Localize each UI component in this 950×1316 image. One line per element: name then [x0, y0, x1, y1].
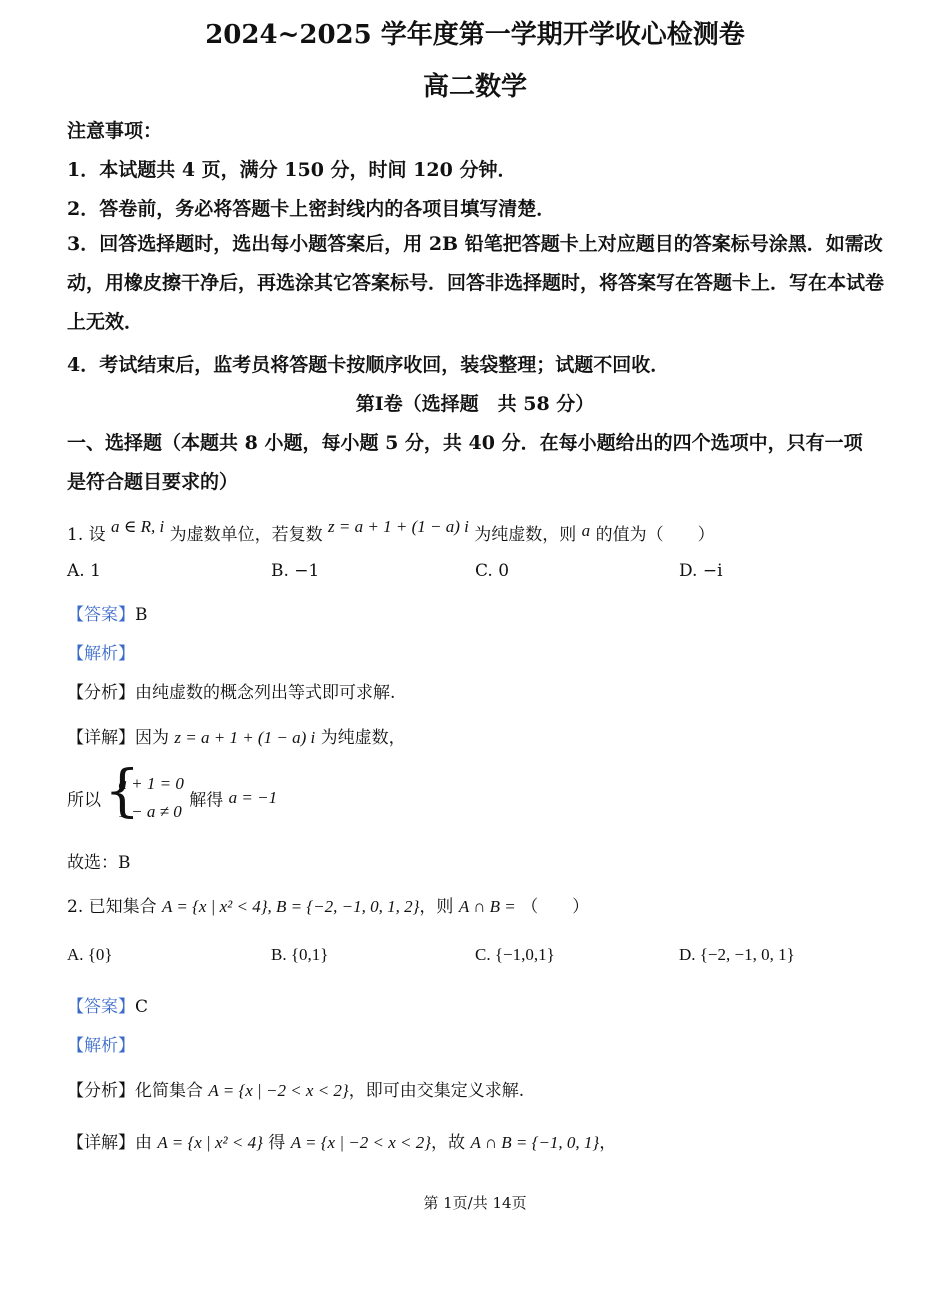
q1-system-eq2: 1 − a ≠ 0: [118, 802, 182, 821]
q1-stem: [67, 517, 715, 545]
q2-detail-text-e: ，故: [431, 1133, 466, 1153]
q2-detail-text-a: 由: [135, 1133, 152, 1153]
q2-fenxi-text-a: 化简集合: [135, 1081, 203, 1101]
q1-stem-text-a: 1. 设: [67, 525, 106, 545]
q1-answer-label: 【答案】: [67, 605, 135, 625]
q1-suoyi: 所以: [67, 790, 101, 811]
q2-stem-text-c: ，则: [419, 897, 454, 917]
exam-subtitle: 高二数学: [422, 72, 527, 102]
q1-fenxi-label: 【分析】: [67, 683, 135, 703]
page-footer: 第 1页/共 14页: [423, 1194, 527, 1212]
q1-system-eq1: { a + 1 = 0: [118, 774, 184, 793]
q2-detail-math-f: A ∩ B = {−1, 0, 1}: [470, 1133, 600, 1152]
q1-option-c: C. 0: [475, 561, 510, 581]
q1-detail: [67, 723, 406, 748]
q2-detail-math-b: A = {x | x² < 4}: [157, 1133, 263, 1152]
q1-fenxi-text: 由纯虚数的概念列出等式即可求解.: [135, 683, 396, 703]
q2-option-b: B. {0,1}: [271, 945, 329, 964]
q1-stem-math-f: a: [581, 521, 591, 540]
q2-detail-math-d: A = {x | −2 < x < 2}: [290, 1133, 432, 1152]
q1-equation-system: [106, 770, 183, 826]
q2-option-a: A. {0}: [67, 945, 113, 964]
q1-detail-math: z = a + 1 + (1 − a) i: [174, 728, 316, 747]
q2-stem: [67, 892, 589, 917]
q2-fenxi-text-c: ，即可由交集定义求解.: [348, 1081, 525, 1101]
notice-item-4: 4．考试结束后，监考员将答题卡按顺序收回，装袋整理；试题不回收．: [67, 354, 670, 376]
q2-analysis-label: 【解析】: [67, 1036, 135, 1056]
q1-stem-text-g: 的值为（ ）: [595, 525, 715, 545]
q2-answer-label: 【答案】: [67, 997, 135, 1017]
q1-stem-text-c: 为虚数单位，若复数: [169, 525, 323, 545]
q1-answer-value: B: [135, 605, 148, 625]
q1-choose: 故选：B: [67, 853, 131, 873]
q1-detail-text-c: 为纯虚数，: [320, 728, 406, 748]
q1-option-d: D. −i: [679, 561, 723, 581]
q2-detail: [67, 1128, 616, 1153]
q1-stem-math-d: z = a + 1 + (1 − a) i: [328, 517, 469, 536]
q2-stem-math-d: A ∩ B =: [458, 897, 516, 916]
exam-title: 2024~2025 学年度第一学期开学收心检测卷: [205, 20, 745, 50]
q2-fenxi: [67, 1076, 524, 1101]
notice-item-3: 3．回答选择题时，选出每小题答案后，用 2B 铅笔把答题卡上对应题目的答案标号涂黑．如需改动，用橡皮擦干净后，再选涂其它答案标号．回答非选择题时，将答案写在答题卡上．写在本试卷上无效．: [67, 233, 885, 333]
notice-heading: 注意事项：: [67, 120, 163, 142]
q1-result: a = −1: [228, 788, 278, 807]
part-title: 第Ⅰ卷（选择题 共 58 分）: [355, 393, 595, 415]
q1-detail-text-a: 因为: [135, 728, 169, 748]
q2-detail-text-g: ，: [599, 1133, 617, 1153]
q1-jiede: 解得: [189, 790, 224, 811]
q2-option-c: C. {−1,0,1}: [475, 945, 555, 964]
q2-answer-value: C: [135, 997, 149, 1017]
notice-item-1: 1．本试题共 4 页，满分 150 分，时间 120 分钟．: [67, 159, 517, 181]
q1-option-a: A. 1: [67, 561, 101, 581]
q1-stem-math-b: a ∈ R, i: [111, 517, 165, 536]
notice-item-2: 2．答卷前，务必将答题卡上密封线内的各项目填写清楚．: [67, 198, 556, 220]
q2-answer: [67, 992, 148, 1017]
q2-detail-text-c: 得: [268, 1133, 286, 1153]
q2-fenxi-label: 【分析】: [67, 1081, 135, 1101]
q1-option-b: B. −1: [271, 561, 320, 581]
q1-fenxi: [67, 678, 395, 703]
q2-detail-label: 【详解】: [67, 1133, 135, 1153]
q1-analysis-label: 【解析】: [67, 644, 135, 664]
section-heading-line2: 是符合题目要求的）: [67, 471, 239, 493]
q1-answer: [67, 600, 148, 625]
q2-stem-text-a: 2. 已知集合: [67, 897, 157, 917]
q2-stem-text-e: （ ）: [521, 897, 590, 917]
q1-system-line: [67, 770, 277, 826]
q2-fenxi-math: A = {x | −2 < x < 2}: [208, 1081, 349, 1100]
section-heading-line1: 一、选择题（本题共 8 小题，每小题 5 分，共 40 分．在每小题给出的四个选项中，只有一项: [67, 432, 863, 454]
q1-detail-label: 【详解】: [67, 728, 135, 748]
q2-stem-math-b: A = {x | x² < 4}, B = {−2, −1, 0, 1, 2}: [162, 897, 420, 916]
q2-option-d: D. {−2, −1, 0, 1}: [679, 945, 795, 964]
q1-stem-text-e: 为纯虚数，则: [474, 525, 577, 545]
